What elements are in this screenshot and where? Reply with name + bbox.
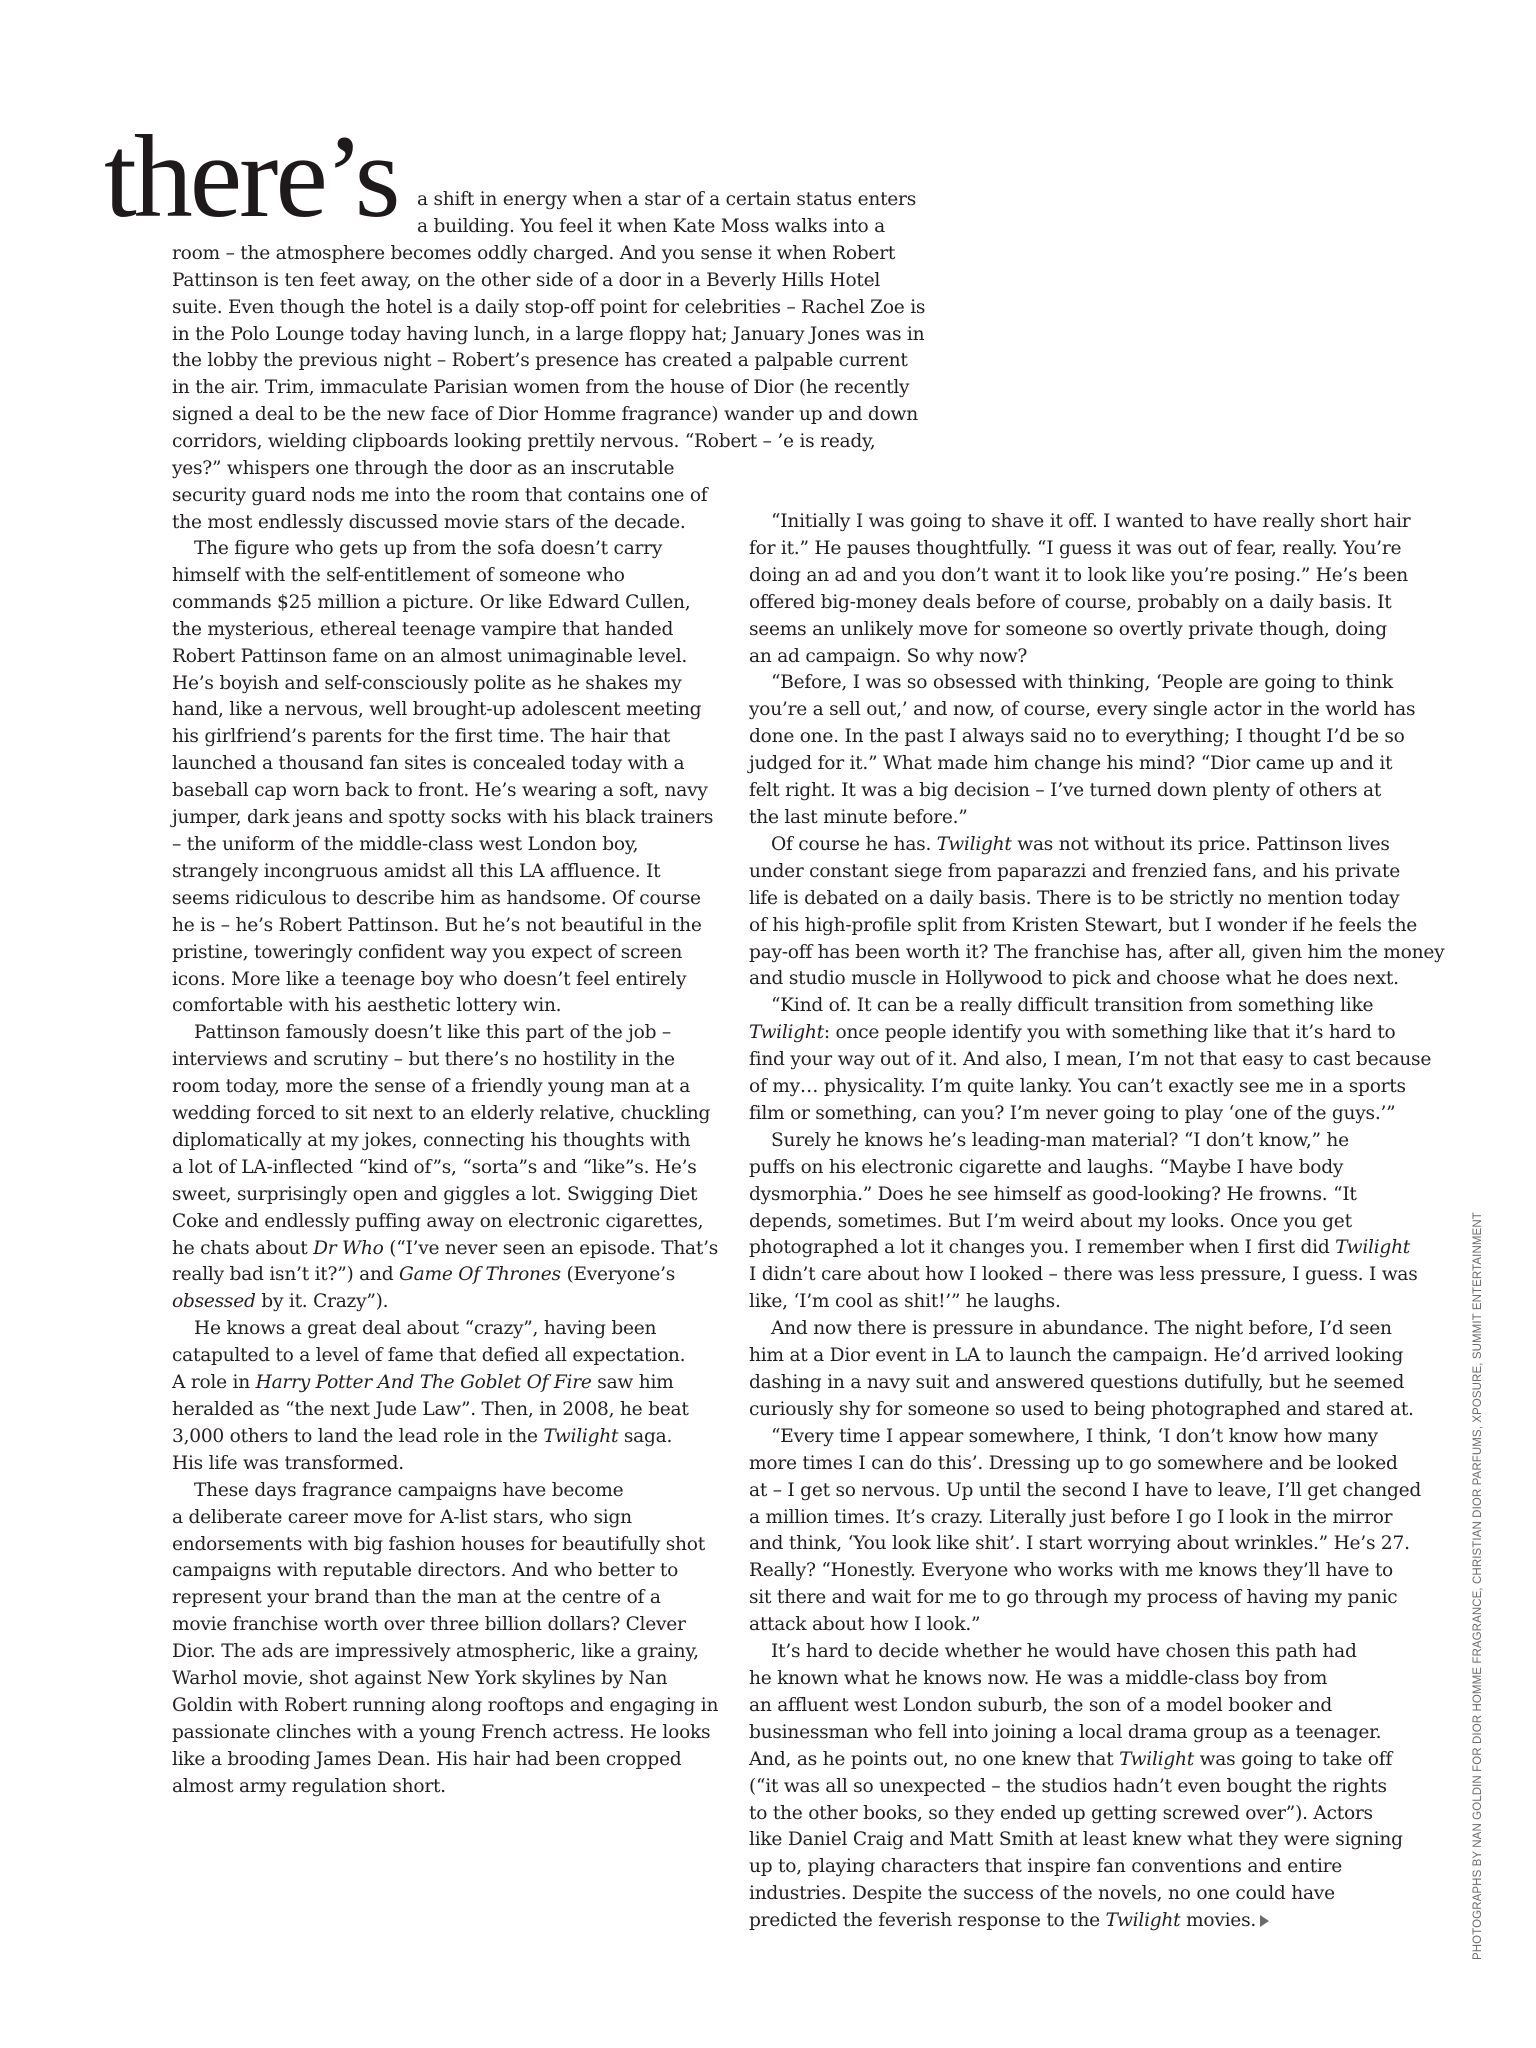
- body-line: He’s boyish and self-consciously polite as he shakes my: [172, 672, 682, 694]
- body-line: I didn’t care about how I looked – there was less pressure, I guess. I was: [749, 1264, 1418, 1286]
- body-line: find your way out of it. And also, I mean, I’m not that easy to cast because: [749, 1049, 1432, 1071]
- body-line: Pattinson famously doesn’t like this part of the job –: [194, 1022, 671, 1044]
- body-line: His life was transformed.: [172, 1452, 404, 1474]
- body-line: to the other books, so they ended up getting screwed over”). Actors: [749, 1802, 1373, 1824]
- body-line: commands $25 million a picture. Or like Edward Cullen,: [172, 591, 691, 613]
- body-line: and think, ‘You look like shit’. I start worrying about wrinkles.” He’s 27.: [749, 1533, 1410, 1555]
- body-line: interviews and scrutiny – but there’s no hostility in the: [172, 1049, 675, 1071]
- body-line: like a brooding James Dean. His hair had been cropped: [172, 1748, 682, 1770]
- left-text-column: [172, 536, 719, 1801]
- body-line: represent your brand than the man at the centre of a: [172, 1587, 661, 1609]
- body-line: more times I can do this’. Dressing up to go somewhere and be looked: [749, 1452, 1398, 1474]
- body-line: like Daniel Craig and Matt Smith at least knew what they were signing: [749, 1829, 1403, 1851]
- body-line: [172, 1370, 712, 1397]
- text-run: 3,000 others to land the lead role in the: [172, 1425, 544, 1447]
- text-run: (“I’ve never seen an episode. That’s: [383, 1237, 719, 1259]
- body-line: attack about how I look.”: [749, 1614, 981, 1636]
- body-line: puffs on his electronic cigarette and laughs. “Maybe I have body: [749, 1156, 1344, 1178]
- photo-credit: PHOTOGRAPHS BY NAN GOLDIN FOR DIOR HOMME FRAGRANCE, CHRISTIAN DIOR PARFUMS, XPOSURE, SUMMIT ENTERTAINMENT: [1472, 1212, 1484, 1960]
- text-run: And, as he points out, no one knew that: [749, 1748, 1120, 1770]
- body-line: It’s hard to decide whether he would have chosen this path had: [771, 1641, 1357, 1663]
- body-line: (“it was all so unexpected – the studios hadn’t even bought the rights: [749, 1775, 1387, 1797]
- italic-title: Twilight: [543, 1425, 619, 1447]
- body-line: comfortable with his aesthetic lottery win.: [172, 995, 562, 1017]
- drop-word-heading: there’s: [104, 111, 398, 242]
- body-line: done one. In the past I always said no to everything; I thought I’d be so: [749, 726, 1405, 748]
- intro-line: a shift in energy when a star of a certain status enters: [417, 189, 916, 210]
- text-run: predicted the feverish response to the: [749, 1910, 1106, 1932]
- body-line: [749, 1235, 1409, 1262]
- body-line: the mysterious, ethereal teenage vampire that handed: [172, 618, 674, 640]
- body-line: [172, 1236, 719, 1263]
- body-line: almost army regulation short.: [172, 1775, 446, 1797]
- body-line: of his high-profile split from Kristen Stewart, but I wonder if he feels the: [749, 914, 1418, 936]
- body-line: The figure who gets up from the sofa doesn’t carry: [194, 538, 663, 559]
- intro-line: yes?” whispers one through the door as an inscrutable: [172, 458, 675, 480]
- text-run: really bad isn’t it?”) and: [172, 1264, 400, 1286]
- body-line: [749, 1747, 1409, 1774]
- body-line: strangely incongruous amidst all this LA affluence. It: [172, 860, 661, 882]
- triangle-right-icon: [1260, 1915, 1269, 1927]
- body-line: [749, 1020, 1409, 1047]
- body-line: campaigns with reputable directors. And who better to: [172, 1560, 679, 1582]
- body-line: the last minute before.”: [749, 806, 968, 828]
- body-line: a million times. It’s crazy. Literally just before I go I look in the mirror: [749, 1506, 1393, 1528]
- text-run: by it. Crazy”).: [255, 1291, 389, 1313]
- body-line: a deliberate career move for A-list stars, who sign: [172, 1506, 632, 1528]
- body-line: an ad campaign. So why now?: [749, 645, 1028, 667]
- body-line: a lot of LA-inflected “kind of”s, “sorta”s and “like”s. He’s: [172, 1156, 697, 1178]
- intro-line: Pattinson is ten feet away, on the other side of a door in a Beverly Hills Hotel: [172, 269, 881, 291]
- intro-line: security guard nods me into the room that contains one of: [172, 484, 708, 506]
- body-line: wedding forced to sit next to an elderly relative, chuckling: [172, 1103, 711, 1125]
- body-line: he is – he’s Robert Pattinson. But he’s not beautiful in the: [172, 914, 702, 936]
- body-line: curiously shy for someone so used to being photographed and stared at.: [749, 1398, 1414, 1420]
- body-line: his girlfriend’s parents for the first time. The hair that: [172, 726, 671, 748]
- text-run: he chats about: [172, 1237, 314, 1259]
- body-line: pay-off has been worth it? The franchise has, after all, given him the money: [749, 941, 1445, 963]
- body-line: film or something, can you? I’m never going to play ‘one of the guys.’”: [749, 1102, 1396, 1124]
- italic-title: Twilight: [936, 833, 1012, 855]
- body-line: Goldin with Robert running along rooftops and engaging in: [172, 1694, 719, 1716]
- body-line: “Initially I was going to shave it off. I wanted to have really short hair: [771, 511, 1411, 532]
- intro-line: a building. You feel it when Kate Moss walks into a: [417, 215, 885, 237]
- body-line: diplomatically at my jokes, connecting his thoughts with: [172, 1129, 691, 1151]
- body-line: he known what he knows now. He was a middle-class boy from: [749, 1667, 1328, 1689]
- body-line: depends, sometimes. But I’m weird about my looks. Once you get: [749, 1210, 1352, 1232]
- body-line: [172, 1424, 712, 1451]
- body-line: seems ridiculous to describe him as handsome. Of course: [172, 887, 701, 909]
- text-run: photographed a lot it changes you. I remember when I first did: [749, 1237, 1336, 1259]
- intro-line: room – the atmosphere becomes oddly charged. And you sense it when Robert: [172, 242, 896, 264]
- body-line: And now there is pressure in abundance. The night before, I’d seen: [771, 1318, 1392, 1340]
- body-line: sweet, surprisingly open and giggles a lot. Swigging Diet: [172, 1183, 698, 1205]
- body-line: [172, 1262, 712, 1289]
- body-line: [172, 1289, 712, 1316]
- text-run: saga.: [618, 1425, 673, 1447]
- body-line: up to, playing characters that inspire fan conventions and entire: [749, 1856, 1343, 1878]
- body-line: industries. Despite the success of the novels, no one could have: [749, 1883, 1335, 1905]
- body-line: Warhol movie, shot against New York skylines by Nan: [172, 1668, 668, 1690]
- body-line: launched a thousand fan sites is concealed today with a: [172, 753, 685, 775]
- intro-line: signed a deal to be the new face of Dior Homme fragrance) wander up and down: [172, 404, 918, 426]
- intro-line: the most endlessly discussed movie stars of the decade.: [172, 511, 686, 533]
- body-line: life is debated on a daily basis. There is to be strictly no mention today: [749, 887, 1400, 909]
- intro-line: suite. Even though the hotel is a daily stop-off point for celebrities – Rachel Zoe is: [172, 296, 926, 318]
- body-line: businessman who fell into joining a local drama group as a teenager.: [749, 1721, 1382, 1743]
- italic-title: Twilight: [1335, 1237, 1411, 1259]
- body-line: movie franchise worth over three billion dollars? Clever: [172, 1614, 686, 1636]
- body-line: passionate clinches with a young French actress. He looks: [172, 1721, 711, 1743]
- body-line: room today, more the sense of a friendly young man at a: [172, 1076, 691, 1098]
- body-line: “Every time I appear somewhere, I think, ‘I don’t know how many: [771, 1425, 1378, 1447]
- body-line: Coke and endlessly puffing away on electronic cigarettes,: [172, 1210, 704, 1232]
- body-line: icons. More like a teenage boy who doesn’t feel entirely: [172, 968, 687, 990]
- body-line: you’re a sell out,’ and now, of course, every single actor in the world has: [749, 699, 1416, 721]
- body-line: dashing in a navy suit and answered questions dutifully, but he seemed: [749, 1372, 1405, 1393]
- intro-line: in the air. Trim, immaculate Parisian women from the house of Dior (he recently: [172, 377, 910, 399]
- text-run: A role in: [172, 1372, 256, 1394]
- body-line: him at a Dior event in LA to launch the campaign. He’d arrived looking: [749, 1345, 1404, 1367]
- body-line: catapulted to a level of fame that defied all expectation.: [172, 1345, 686, 1367]
- text-run: : once people identify you with something like that it’s hard to: [823, 1022, 1396, 1044]
- body-line: heralded as “the next Jude Law”. Then, in 2008, he beat: [172, 1399, 689, 1420]
- italic-title: Twilight: [1119, 1748, 1194, 1770]
- body-line: at – I get so nervous. Up until the second I have to leave, I’ll get changed: [749, 1479, 1422, 1501]
- body-line: Surely he knows he’s leading-man material? “I don’t know,” he: [771, 1129, 1349, 1151]
- text-run: was not without its price. Pattinson lives: [1011, 833, 1390, 855]
- body-line: dysmorphia.” Does he see himself as good-looking? He frowns. “It: [749, 1183, 1357, 1205]
- body-line: for it.” He pauses thoughtfully. “I guess it was out of fear, really. You’re: [749, 537, 1402, 559]
- intro-line: in the Polo Lounge today having lunch, in a large floppy hat; January Jones was in: [172, 323, 925, 345]
- body-line: and studio muscle in Hollywood to pick and choose what he does next.: [749, 968, 1399, 990]
- body-line: He knows a great deal about “crazy”, having been: [194, 1318, 657, 1340]
- body-line: Robert Pattinson fame on an almost unimaginable level.: [172, 645, 688, 667]
- body-line: jumper, dark jeans and spotty socks with his black trainers: [172, 807, 714, 829]
- body-line: an affluent west London suburb, the son of a model booker and: [749, 1694, 1333, 1716]
- body-line: himself with the self-entitlement of someone who: [172, 564, 625, 586]
- body-line: seems an unlikely move for someone so overtly private though, doing: [749, 618, 1387, 640]
- body-line: like, ‘I’m cool as shit!’” he laughs.: [749, 1291, 1061, 1313]
- body-line: doing an ad and you don’t want it to look like you’re posing.” He’s been: [749, 564, 1409, 586]
- body-line: endorsements with big fashion houses for beautifully shot: [172, 1533, 705, 1555]
- body-line: [749, 1908, 1409, 1935]
- body-line: Really? “Honestly. Everyone who works with me knows they’ll have to: [749, 1560, 1393, 1582]
- body-line: “Kind of. It can be a really difficult transition from something like: [771, 995, 1374, 1017]
- right-text-column: [749, 509, 1445, 1935]
- body-line: [749, 832, 1409, 859]
- italic-title: Twilight: [749, 1022, 824, 1044]
- body-line: These days fragrance campaigns have become: [194, 1479, 624, 1501]
- body-line: offered big-money deals before of course, probably on a daily basis. It: [749, 591, 1392, 613]
- text-run: saw him: [591, 1372, 674, 1394]
- body-line: judged for it.” What made him change his mind? “Dior came up and it: [749, 753, 1393, 775]
- text-run: movies.: [1180, 1910, 1257, 1932]
- body-line: sit there and wait for me to go through my process of having my panic: [749, 1587, 1398, 1609]
- body-line: “Before, I was so obsessed with thinking, ‘People are going to think: [771, 672, 1393, 694]
- body-line: pristine, toweringly confident way you expect of screen: [172, 941, 683, 963]
- italic-title: Game Of Thrones: [399, 1264, 561, 1286]
- body-line: Dior. The ads are impressively atmospheric, like a grainy,: [172, 1641, 699, 1663]
- body-line: felt right. It was a big decision – I’ve turned down plenty of others at: [749, 780, 1382, 802]
- body-line: under constant siege from paparazzi and frenzied fans, and his private: [749, 860, 1400, 882]
- italic-title: Dr Who: [313, 1237, 384, 1259]
- body-line: baseball cap worn back to front. He’s wearing a soft, navy: [172, 780, 708, 802]
- text-run: was going to take off: [1193, 1748, 1392, 1770]
- intro-line: the lobby the previous night – Robert’s presence has created a palpable current: [172, 350, 908, 372]
- body-line: hand, like a nervous, well brought-up adolescent meeting: [172, 699, 702, 721]
- text-run: (Everyone’s: [560, 1264, 676, 1286]
- italic-title: Harry Potter And The Goblet Of Fire: [255, 1372, 592, 1394]
- italic-word: obsessed: [172, 1291, 256, 1313]
- body-line: of my… physicality. I’m quite lanky. You can’t exactly see me in a sports: [749, 1076, 1406, 1098]
- intro-paragraph: [172, 187, 926, 537]
- body-line: – the uniform of the middle-class west London boy,: [172, 833, 639, 855]
- text-run: Of course he has.: [771, 833, 937, 855]
- italic-title: Twilight: [1105, 1910, 1181, 1932]
- intro-line: corridors, wielding clipboards looking prettily nervous. “Robert – ’e is ready,: [172, 431, 876, 453]
